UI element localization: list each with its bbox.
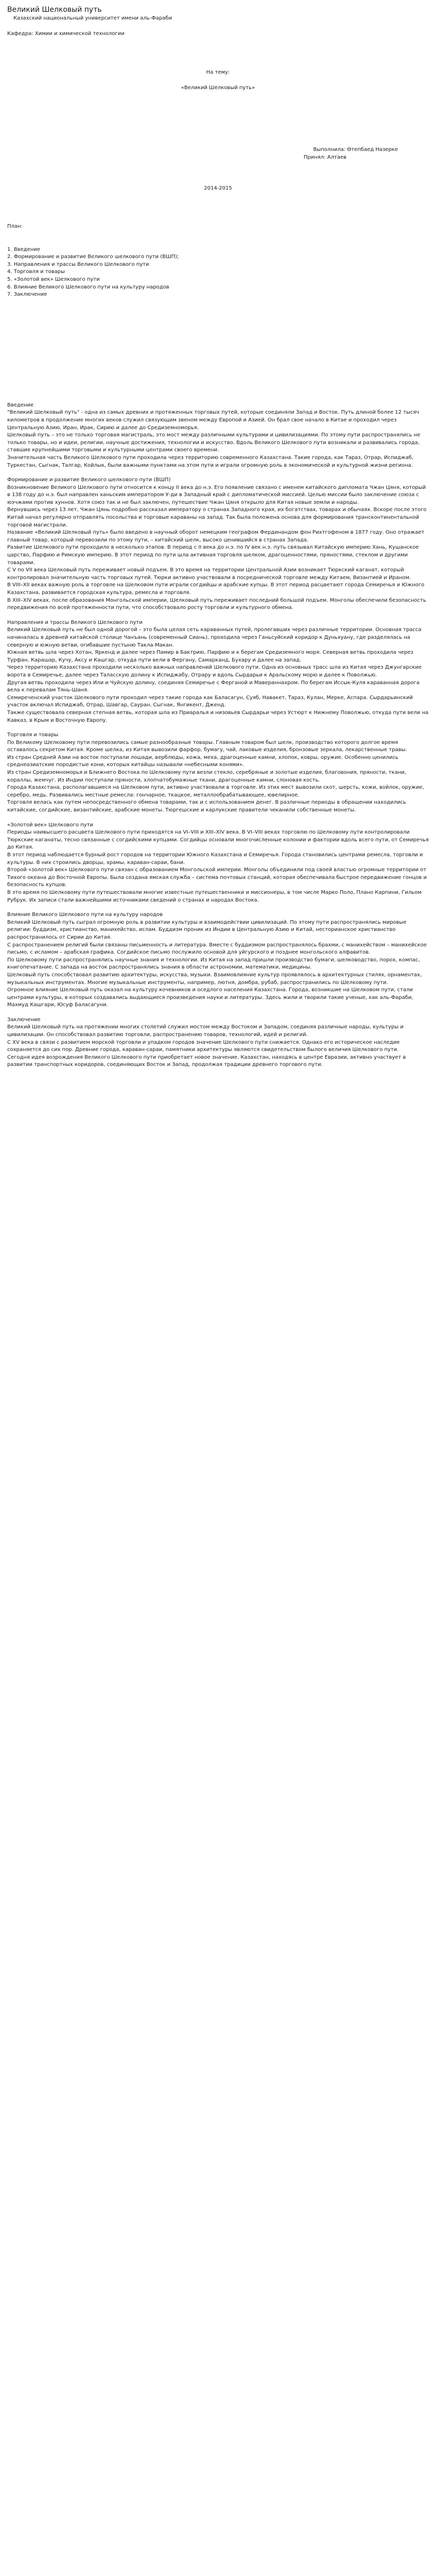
section-trade bbox=[7, 732, 429, 815]
paragraph: Второй «золотой век» Шелкового пути связан с образованием Монгольской империи. Монголы объединили под своей властью огромные территории от Тихого океана до Восточной Европы. Была создана ямская служба – система почтовых станций, которая обеспечивала быстрое передвижение гонцов и безопасность купцов. bbox=[7, 867, 427, 888]
paragraph: В этот период наблюдается бурный рост городов на территории Южного Казахстана и Семиречья. Города становились центрами ремесла, торговли и культуры. В них строились дворцы, храмы, караван-сараи, бани. bbox=[7, 852, 423, 866]
section-golden-age bbox=[7, 822, 429, 905]
paragraph: Южная ветвь шла через Хотан, Яркенд и далее через Памир в Бактрию, Парфию и к берегам Средиземного моря. Северная ветвь проходила через Турфан, Карашар, Кучу, Аксу и Кашгар, откуда пути вели в Фергану, Самарканд, Бухару и далее на запад. bbox=[7, 650, 413, 663]
paragraph: Шелковый путь – это не только торговая магистраль, это мост между различными культурами и цивилизациями. По этому пути распространялись не только товары, но и идеи, религии, научные достижения, технологии и искусство. Вдоль Великого Шелкового пути возникали и развивались города, ставшие крупнейшими торговыми и культурными центрами своего времени. bbox=[7, 432, 421, 453]
paragraph: "Великий Шелковый путь" - одна из самых древних и протяженных торговых путей, которые соединяли Запад и Восток. Путь длиной более 12 тысяч километров в продолжение многих веков служил связующим звеном между Европой и Азией. Он брал свое начало в Китае и проходил через Центральную Азию, Иран, Ирак, Сирию и далее до Средиземноморья. bbox=[7, 410, 420, 431]
department-name: Кафедра: Химии и химической технологии bbox=[7, 31, 125, 37]
paragraph: По Великому Шелковому пути перевозились самые разнообразные товары. Главным товаром был шелк, производство которого долгое время оставалось секретом Китая. Кроме шелка, из Китая вывозили фарфор, бумагу, чай, лаковые изделия, бронзовые зеркала, лекарственные травы. bbox=[7, 739, 407, 753]
plan-item: 3. Направления и трассы Великого Шелкового пути bbox=[7, 261, 149, 267]
checker-line: Принял: Алтаев bbox=[303, 155, 346, 160]
academic-year: 2014-2015 bbox=[204, 185, 232, 191]
topic-name: «Великий Шелковый путь» bbox=[181, 85, 255, 91]
paragraph: С XV века в связи с развитием морской торговли и упадком городов значение Шелкового пути снижается. Однако его историческое наследие сохраняется до сих пор. Древние города, караван-сараи, памятники архитектуры являются свидетельством былого величия Шелкового пути. bbox=[7, 1039, 400, 1053]
section-heading: Формирование и развитие Великого шелкового пути (ВШП) bbox=[7, 477, 171, 483]
paragraph: Другая ветвь проходила через Или и Чуйскую долину, соединяя Семиречье с Ферганой и Мавераннахром. По берегам Иссык-Куля караванная дорога вела к перевалам Тянь-Шаня. bbox=[7, 680, 420, 693]
section-conclusion bbox=[7, 1016, 429, 1069]
paragraph: Возникновение Великого Шелкового пути относится к концу II века до н.э. Его появление связано с именем китайского дипломата Чжан Цяня, который в 138 году до н.э. был направлен ханьским императором У-ди в Западный край с дипломатической миссией. Целью миссии было заключение союза с юэчжами против хуннов. Хотя союз так и не был заключен, путешествие Чжан Цяня открыло для Китая новые земли и народы. bbox=[7, 484, 426, 505]
section-formation bbox=[7, 477, 429, 612]
paragraph: Торговля велась как путем непосредственного обмена товарами, так и с использованием денег. В различные периоды в обращении находились китайские, согдийские, византийские, арабские монеты. Тюргешские и карлукские правители чеканили собственные монеты. bbox=[7, 800, 406, 814]
paragraph: Великий Шелковый путь на протяжении многих столетий служил мостом между Востоком и Западом, соединяя различные народы, культуры и цивилизации. Он способствовал развитию торговли, распространению товаров, технологий, идей и религий. bbox=[7, 1024, 404, 1038]
plan-item: 1. Введение bbox=[7, 246, 40, 252]
paragraph: Шелковый путь способствовал развитию архитектуры, искусства, музыки. Взаимовлияние культур проявлялось в архитектурных стилях, орнаментах, музыкальных инструментах. Многие музыкальные инструменты, например, лютня, домбра, рубаб, распространились по Шелковому пути. bbox=[7, 972, 422, 986]
section-introduction bbox=[7, 402, 429, 469]
paragraph: Великий Шелковый путь не был одной дорогой – это была целая сеть караванных путей, пролегавших через различные территории. Основная трасса начиналась в древней китайской столице Чанъань (современный Сиань), проходила через Ганьсуйский коридор к Дуньхуану, где разделялась на северную и южную ветви, огибавшие пустыню Такла-Макан. bbox=[7, 627, 422, 648]
plan-item: 4. Торговля и товары bbox=[7, 269, 65, 275]
paragraph: С V по VII века Шелковый путь переживает новый подъем. В это время на территории Центральной Азии возникает Тюркский каганат, который контролировал значительную часть торговых путей. Тюрки активно участвовали в посреднической торговле между Китаем, Византией и Ираном. bbox=[7, 567, 411, 581]
plan-heading: План: bbox=[7, 224, 23, 229]
paragraph: Из стран Средней Азии на восток поступали лошади, верблюды, кожа, меха, драгоценные камни, хлопок, ковры, оружие. Особенно ценились среднеазиатские породистые кони, которых китайцы называли «небесными конями». bbox=[7, 754, 398, 768]
section-culture bbox=[7, 911, 429, 1009]
plan-item: 2. Формирование и развитие Великого шелкового пути (ВШП); bbox=[7, 254, 179, 260]
plan-section bbox=[7, 223, 429, 299]
section-heading: Влияние Великого Шелкового пути на культуру народов bbox=[7, 912, 163, 918]
paragraph: В XIII–XIV веках, после образования Монгольской империи, Шелковый путь переживает последний большой подъем. Монголы обеспечили безопасность передвижения по всей протяженности пути, что способствовало росту торговли и культурного обмена. bbox=[7, 597, 426, 611]
paragraph: В это время по Шелковому пути путешествовали многие известные путешественники и миссионеры, в том числе Марко Поло, Плано Карпини, Гильом Рубрук. Их записи стали важнейшими источниками сведений о странах и народах Востока. bbox=[7, 889, 422, 903]
section-heading: Заключение bbox=[7, 1016, 41, 1023]
topic-label: На тему: bbox=[206, 70, 230, 75]
paragraph: Периоды наивысшего расцвета Шелкового пути приходятся на VI–VIII и XIII–XIV века. В VI–VIII веках торговлю по Шелковому пути контролировали Тюркские каганаты, тесно связанные с согдийскими купцами. Согдийцы основали многочисленные колонии и фактории вдоль всего пути, от Семиречья до Китая. bbox=[7, 829, 429, 851]
document-title: Великий Шелковый путь bbox=[7, 6, 102, 14]
paragraph: Название «Великий Шелковый путь» было введено в научный оборот немецким географом Фердинандом фон Рихтгофеном в 1877 году. Оно отражает главный товар, который перевозили по этому пути, – китайский шелк, высоко ценившийся в странах Запада. bbox=[7, 530, 425, 543]
paragraph: По Шелковому пути распространялись научные знания и технологии. Из Китая на запад пришли производство бумаги, шелководство, порох, компас, книгопечатание. С запада на восток распространялись знания в области астрономии, математики, медицины. bbox=[7, 957, 420, 971]
section-heading: «Золотой век» Шелкового пути bbox=[7, 822, 93, 828]
paragraph: С распространением религий были связаны письменность и литература. Вместе с буддизмом распространялось брахми, с манихейством – манихейское письмо, с исламом – арабская графика. Согдийское письмо послужило основой для уйгурского и позднее монгольского алфавитов. bbox=[7, 942, 427, 956]
paragraph: Вернувшись через 13 лет, Чжан Цянь подробно рассказал императору о странах Западного края, их богатствах, товарах и обычаях. Вскоре после этого Китай начал регулярно отправлять посольства и торговые караваны на запад. Так была положена основа для формирования трансконтинентальной торговой магистрали. bbox=[7, 507, 427, 528]
plan-list bbox=[7, 246, 429, 299]
plan-item: 5. «Золотой век» Шелкового пути bbox=[7, 276, 100, 282]
section-routes bbox=[7, 619, 429, 724]
plan-item: 6. Влияние Великого Шелкового пути на культуру народов bbox=[7, 284, 169, 290]
paragraph: Великий Шелковый путь сыграл огромную роль в развитии культуры и взаимодействии цивилизаций. По этому пути распространялись мировые религии: буддизм, христианство, манихейство, ислам. Буддизм проник из Индии в Центральную Азию и Китай, несторианское христианство распространилось от Сирии до Китая. bbox=[7, 919, 407, 940]
paragraph: Также существовала северная степная ветвь, которая шла из Приаралья и низовьев Сырдарьи через Устюрт к Нижнему Поволжью, откуда пути вели на Кавказ, в Крым и Восточную Европу. bbox=[7, 709, 429, 723]
section-heading: Введение bbox=[7, 402, 34, 408]
paragraph: В VIII–XII веках важную роль в торговле на Шелковом пути играли согдийцы и арабские купцы. В этот период расцветают города Семиречья и Южного Казахстана, развивается городская культура, ремесла и торговля. bbox=[7, 582, 425, 596]
title-page bbox=[7, 14, 429, 192]
plan-item: 7. Заключение bbox=[7, 292, 47, 298]
university-name: Казахский национальный университет имени аль-Фараби bbox=[13, 15, 172, 21]
author-line: Выполнила: Өтепбаед Назерке bbox=[313, 147, 398, 152]
paragraph: Семиреченский участок Шелкового пути проходил через такие города как Баласагун, Суяб, Навакет, Тараз, Кулан, Мерке, Аспара. Сырдарьинский участок включал Испиджаб, Отрар, Шавгар, Сауран, Сыгнак, Янгикент, Дженд. bbox=[7, 694, 413, 708]
paragraph: Огромное влияние Шелковый путь оказал на культуру кочевников и оседлого населения Казахстана. Города, возникшие на Шелковом пути, стали центрами культуры, в которых создавались выдающиеся произведения науки и литературы. Здесь жили и творили такие ученые, как аль-Фараби, Махмуд Кашгари, Юсуф Баласагуни. bbox=[7, 987, 413, 1008]
paragraph: Из стран Средиземноморья и Ближнего Востока по Шелковому пути везли стекло, серебряные и золотые изделия, благовония, пряности, ткани, кораллы, жемчуг. Из Индии поступали пряности, хлопчатобумажные ткани, драгоценные камни, слоновая кость. bbox=[7, 770, 406, 783]
paragraph: Сегодня идея возрождения Великого Шелкового пути приобретает новое значение. Казахстан, находясь в центре Евразии, активно участвует в развитии транспортных коридоров, соединяющих Восток и Запад, продолжая традиции древнего торгового пути. bbox=[7, 1054, 406, 1068]
paragraph: Через территорию Казахстана проходили несколько важных направлений Шелкового пути. Одна из основных трасс шла из Китая через Джунгарские ворота в Семиречье, далее через Таласскую долину к Испиджабу, Отрару и вдоль Сырдарьи к Аральскому морю и далее к Поволжью. bbox=[7, 665, 422, 678]
section-heading: Направления и трассы Великого Шелкового пути bbox=[7, 619, 143, 625]
paragraph: Города Казахстана, располагавшиеся на Шелковом пути, активно участвовали в торговле. Из этих мест вывозили скот, шерсть, кожи, войлок, оружие, серебро, медь. Развивались местные ремесла: гончарное, ткацкое, металлообрабатывающее, ювелирное. bbox=[7, 785, 424, 798]
paragraph: Развитие Шелкового пути проходило в несколько этапов. В период с II века до н.э. по IV век н.э. путь связывал Китайскую империю Хань, Кушанское царство, Парфию и Римскую империю. В этот период по пути шла активная торговля шелком, драгоценностями, пряностями, стеклом и другими товарами. bbox=[7, 545, 419, 566]
paragraph: Значительная часть Великого Шелкового пути проходила через территорию современного Казахстана. Такие города, как Тараз, Отрар, Испиджаб, Туркестан, Сыгнак, Талгар, Койлык, были важными пунктами на этом пути и играли огромную роль в экономической и культурной жизни региона. bbox=[7, 454, 414, 468]
section-heading: Торговля и товары bbox=[7, 732, 59, 738]
